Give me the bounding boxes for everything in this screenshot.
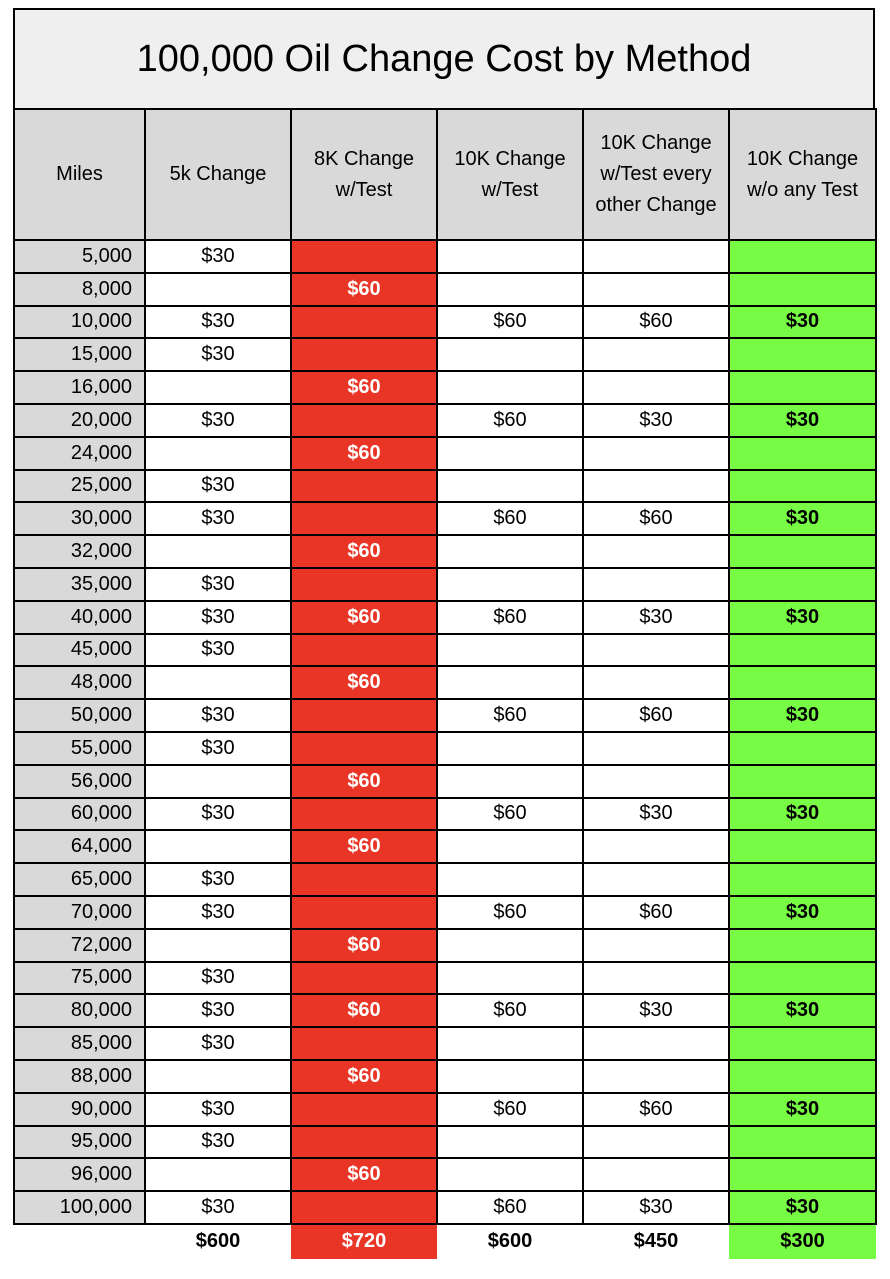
5k-change-cell: [145, 929, 291, 962]
10k-no-test-cell: [729, 240, 876, 273]
10k-no-test-cell: [729, 929, 876, 962]
header-10k-test-every-other: 10K Change w/Test every other Change: [583, 109, 729, 240]
10k-change-test-cell: [437, 765, 583, 798]
8k-change-test-cell: [291, 502, 437, 535]
table-row: [14, 1093, 876, 1126]
10k-test-every-other-cell: [583, 634, 729, 667]
header-10k-no-test: 10K Change w/o any Test: [729, 109, 876, 240]
10k-no-test-cell: $30: [729, 404, 876, 437]
10k-no-test-cell: [729, 535, 876, 568]
8k-change-test-cell: [291, 306, 437, 339]
10k-test-every-other-cell: $30: [583, 404, 729, 437]
10k-change-test-cell: [437, 1126, 583, 1159]
8k-change-test-cell: $60: [291, 535, 437, 568]
8k-change-test-cell: [291, 470, 437, 503]
header-10k-change-test: 10K Change w/Test: [437, 109, 583, 240]
10k-test-every-other-cell: $30: [583, 601, 729, 634]
10k-change-test-cell: [437, 666, 583, 699]
10k-change-test-cell: [437, 568, 583, 601]
miles-cell: 55,000: [14, 732, 145, 765]
table-row: [14, 1027, 876, 1060]
table-row: [14, 470, 876, 503]
total-10k-no-test: $300: [729, 1224, 876, 1259]
5k-change-cell: $30: [145, 732, 291, 765]
10k-test-every-other-cell: $30: [583, 994, 729, 1027]
10k-change-test-cell: [437, 1158, 583, 1191]
miles-cell: 16,000: [14, 371, 145, 404]
miles-cell: 60,000: [14, 798, 145, 831]
10k-change-test-cell: $60: [437, 798, 583, 831]
table-row: [14, 699, 876, 732]
total-8k-change-test: $720: [291, 1224, 437, 1259]
10k-no-test-cell: [729, 863, 876, 896]
5k-change-cell: $30: [145, 1093, 291, 1126]
miles-cell: 65,000: [14, 863, 145, 896]
miles-cell: 75,000: [14, 962, 145, 995]
10k-change-test-cell: $60: [437, 994, 583, 1027]
5k-change-cell: $30: [145, 338, 291, 371]
8k-change-test-cell: $60: [291, 765, 437, 798]
miles-cell: 10,000: [14, 306, 145, 339]
table-title: 100,000 Oil Change Cost by Method: [13, 8, 875, 108]
table-row: [14, 1191, 876, 1224]
10k-change-test-cell: [437, 470, 583, 503]
10k-test-every-other-cell: [583, 338, 729, 371]
5k-change-cell: $30: [145, 470, 291, 503]
table-row: [14, 502, 876, 535]
5k-change-cell: $30: [145, 568, 291, 601]
10k-test-every-other-cell: $60: [583, 1093, 729, 1126]
8k-change-test-cell: [291, 699, 437, 732]
10k-change-test-cell: [437, 1027, 583, 1060]
8k-change-test-cell: $60: [291, 437, 437, 470]
10k-change-test-cell: [437, 273, 583, 306]
10k-no-test-cell: $30: [729, 306, 876, 339]
5k-change-cell: [145, 273, 291, 306]
table-row: [14, 830, 876, 863]
table-row: [14, 1060, 876, 1093]
8k-change-test-cell: [291, 798, 437, 831]
5k-change-cell: $30: [145, 634, 291, 667]
table-row: [14, 634, 876, 667]
8k-change-test-cell: $60: [291, 1158, 437, 1191]
table-row: [14, 1126, 876, 1159]
10k-change-test-cell: [437, 1060, 583, 1093]
10k-no-test-cell: [729, 568, 876, 601]
10k-no-test-cell: [729, 371, 876, 404]
10k-change-test-cell: [437, 962, 583, 995]
8k-change-test-cell: $60: [291, 666, 437, 699]
10k-no-test-cell: $30: [729, 1093, 876, 1126]
10k-test-every-other-cell: [583, 470, 729, 503]
5k-change-cell: [145, 535, 291, 568]
10k-test-every-other-cell: [583, 929, 729, 962]
10k-change-test-cell: [437, 634, 583, 667]
5k-change-cell: [145, 666, 291, 699]
miles-cell: 85,000: [14, 1027, 145, 1060]
10k-test-every-other-cell: $30: [583, 1191, 729, 1224]
10k-change-test-cell: [437, 830, 583, 863]
10k-no-test-cell: [729, 470, 876, 503]
5k-change-cell: $30: [145, 601, 291, 634]
miles-cell: 95,000: [14, 1126, 145, 1159]
10k-no-test-cell: [729, 437, 876, 470]
5k-change-cell: $30: [145, 896, 291, 929]
table-row: [14, 568, 876, 601]
5k-change-cell: [145, 437, 291, 470]
table-row: [14, 863, 876, 896]
10k-test-every-other-cell: $60: [583, 306, 729, 339]
10k-no-test-cell: [729, 962, 876, 995]
5k-change-cell: $30: [145, 1191, 291, 1224]
miles-cell: 20,000: [14, 404, 145, 437]
10k-test-every-other-cell: [583, 1126, 729, 1159]
5k-change-cell: $30: [145, 240, 291, 273]
table-row: [14, 338, 876, 371]
8k-change-test-cell: [291, 240, 437, 273]
table-row: [14, 962, 876, 995]
10k-no-test-cell: $30: [729, 896, 876, 929]
5k-change-cell: $30: [145, 1126, 291, 1159]
table-row: [14, 666, 876, 699]
10k-test-every-other-cell: [583, 1158, 729, 1191]
10k-test-every-other-cell: [583, 732, 729, 765]
miles-cell: 100,000: [14, 1191, 145, 1224]
10k-change-test-cell: $60: [437, 699, 583, 732]
10k-test-every-other-cell: [583, 765, 729, 798]
10k-change-test-cell: [437, 535, 583, 568]
10k-no-test-cell: [729, 273, 876, 306]
table-row: [14, 437, 876, 470]
total-5k-change: $600: [195, 1230, 241, 1253]
cost-table: [13, 108, 877, 1259]
total-label: [14, 1224, 145, 1259]
header-5k-change: 5k Change: [145, 109, 291, 240]
8k-change-test-cell: $60: [291, 601, 437, 634]
10k-no-test-cell: [729, 666, 876, 699]
10k-test-every-other-cell: $60: [583, 502, 729, 535]
table-row: [14, 765, 876, 798]
table-row: [14, 798, 876, 831]
miles-cell: 30,000: [14, 502, 145, 535]
10k-change-test-cell: $60: [437, 601, 583, 634]
table-row: [14, 535, 876, 568]
10k-change-test-cell: [437, 929, 583, 962]
5k-change-cell: $30: [145, 863, 291, 896]
table-row: [14, 896, 876, 929]
miles-cell: 96,000: [14, 1158, 145, 1191]
10k-change-test-cell: $60: [437, 1191, 583, 1224]
10k-change-test-cell: [437, 371, 583, 404]
10k-test-every-other-cell: [583, 437, 729, 470]
table-row: [14, 240, 876, 273]
5k-change-cell: [145, 1158, 291, 1191]
8k-change-test-cell: [291, 896, 437, 929]
5k-change-cell: [145, 830, 291, 863]
miles-cell: 5,000: [14, 240, 145, 273]
8k-change-test-cell: [291, 338, 437, 371]
8k-change-test-cell: $60: [291, 273, 437, 306]
miles-cell: 80,000: [14, 994, 145, 1027]
table-row: [14, 929, 876, 962]
5k-change-cell: $30: [145, 994, 291, 1027]
10k-no-test-cell: $30: [729, 798, 876, 831]
5k-change-cell: $30: [145, 404, 291, 437]
miles-cell: 24,000: [14, 437, 145, 470]
10k-test-every-other-cell: [583, 962, 729, 995]
table-row: [14, 994, 876, 1027]
10k-test-every-other-cell: $60: [583, 896, 729, 929]
header-8k-change-test: 8K Change w/Test: [291, 109, 437, 240]
10k-no-test-cell: $30: [729, 1191, 876, 1224]
10k-change-test-cell: [437, 338, 583, 371]
10k-test-every-other-cell: [583, 535, 729, 568]
8k-change-test-cell: $60: [291, 1060, 437, 1093]
miles-cell: 45,000: [14, 634, 145, 667]
table-row: [14, 371, 876, 404]
8k-change-test-cell: [291, 863, 437, 896]
totals-row: [14, 1224, 876, 1259]
total-10k-change-test: $600: [487, 1230, 533, 1253]
5k-change-cell: [145, 765, 291, 798]
10k-no-test-cell: [729, 338, 876, 371]
8k-change-test-cell: $60: [291, 830, 437, 863]
8k-change-test-cell: [291, 1126, 437, 1159]
8k-change-test-cell: $60: [291, 929, 437, 962]
5k-change-cell: [145, 371, 291, 404]
10k-change-test-cell: $60: [437, 896, 583, 929]
miles-cell: 88,000: [14, 1060, 145, 1093]
table-row: [14, 601, 876, 634]
miles-cell: 25,000: [14, 470, 145, 503]
miles-cell: 40,000: [14, 601, 145, 634]
miles-cell: 50,000: [14, 699, 145, 732]
8k-change-test-cell: [291, 1191, 437, 1224]
table-row: [14, 404, 876, 437]
10k-test-every-other-cell: [583, 666, 729, 699]
10k-no-test-cell: [729, 1126, 876, 1159]
10k-change-test-cell: $60: [437, 404, 583, 437]
miles-cell: 15,000: [14, 338, 145, 371]
10k-test-every-other-cell: [583, 273, 729, 306]
miles-cell: 48,000: [14, 666, 145, 699]
10k-no-test-cell: $30: [729, 502, 876, 535]
miles-cell: 90,000: [14, 1093, 145, 1126]
8k-change-test-cell: $60: [291, 371, 437, 404]
10k-change-test-cell: $60: [437, 502, 583, 535]
8k-change-test-cell: [291, 962, 437, 995]
miles-cell: 56,000: [14, 765, 145, 798]
10k-test-every-other-cell: [583, 1060, 729, 1093]
5k-change-cell: [145, 1060, 291, 1093]
10k-change-test-cell: $60: [437, 1093, 583, 1126]
table-row: [14, 306, 876, 339]
10k-test-every-other-cell: [583, 863, 729, 896]
5k-change-cell: $30: [145, 962, 291, 995]
miles-cell: 35,000: [14, 568, 145, 601]
10k-no-test-cell: [729, 765, 876, 798]
5k-change-cell: $30: [145, 1027, 291, 1060]
10k-no-test-cell: [729, 1027, 876, 1060]
10k-test-every-other-cell: [583, 568, 729, 601]
10k-change-test-cell: [437, 437, 583, 470]
10k-no-test-cell: [729, 732, 876, 765]
10k-change-test-cell: $60: [437, 306, 583, 339]
10k-no-test-cell: $30: [729, 601, 876, 634]
8k-change-test-cell: [291, 1027, 437, 1060]
10k-change-test-cell: [437, 732, 583, 765]
spreadsheet: [13, 8, 875, 1259]
8k-change-test-cell: [291, 568, 437, 601]
8k-change-test-cell: [291, 1093, 437, 1126]
10k-test-every-other-cell: $60: [583, 699, 729, 732]
10k-no-test-cell: $30: [729, 994, 876, 1027]
10k-change-test-cell: [437, 240, 583, 273]
miles-cell: 70,000: [14, 896, 145, 929]
miles-cell: 32,000: [14, 535, 145, 568]
10k-no-test-cell: [729, 1060, 876, 1093]
10k-test-every-other-cell: [583, 240, 729, 273]
8k-change-test-cell: [291, 732, 437, 765]
10k-test-every-other-cell: [583, 1027, 729, 1060]
10k-test-every-other-cell: [583, 371, 729, 404]
total-10k-test-every-other: $450: [633, 1230, 679, 1253]
table-row: [14, 732, 876, 765]
5k-change-cell: $30: [145, 798, 291, 831]
10k-no-test-cell: [729, 634, 876, 667]
8k-change-test-cell: $60: [291, 994, 437, 1027]
8k-change-test-cell: [291, 404, 437, 437]
8k-change-test-cell: [291, 634, 437, 667]
table-row: [14, 273, 876, 306]
header-miles: Miles: [14, 109, 145, 240]
header-row: [14, 109, 876, 240]
10k-no-test-cell: [729, 830, 876, 863]
5k-change-cell: $30: [145, 502, 291, 535]
10k-no-test-cell: [729, 1158, 876, 1191]
10k-test-every-other-cell: [583, 830, 729, 863]
5k-change-cell: $30: [145, 699, 291, 732]
miles-cell: 72,000: [14, 929, 145, 962]
10k-test-every-other-cell: $30: [583, 798, 729, 831]
miles-cell: 64,000: [14, 830, 145, 863]
10k-change-test-cell: [437, 863, 583, 896]
table-row: [14, 1158, 876, 1191]
5k-change-cell: $30: [145, 306, 291, 339]
10k-no-test-cell: $30: [729, 699, 876, 732]
miles-cell: 8,000: [14, 273, 145, 306]
